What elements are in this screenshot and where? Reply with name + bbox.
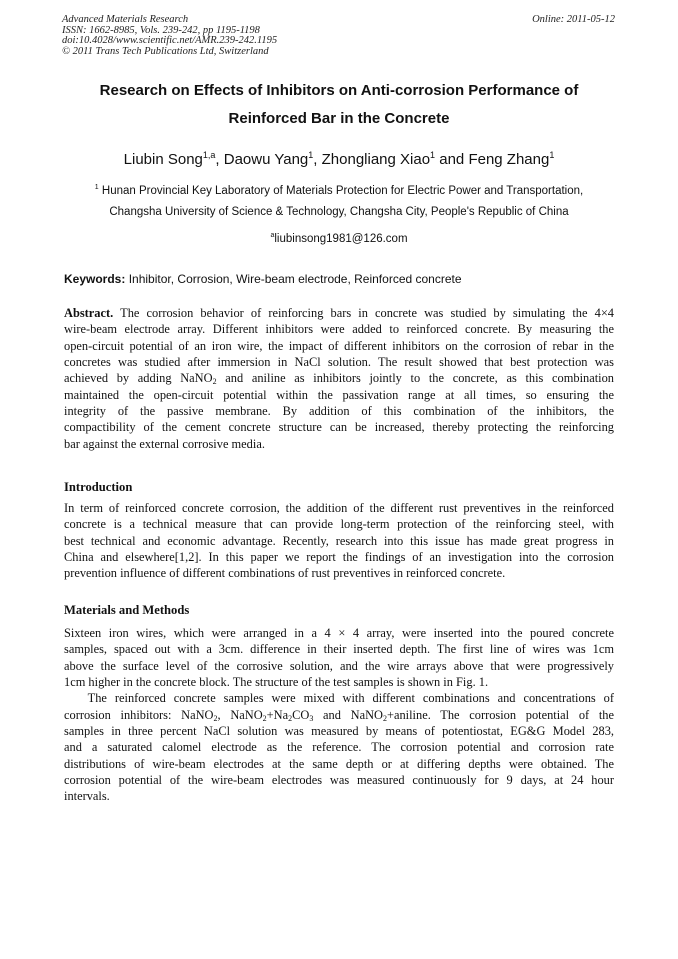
author-affil-sup: 1,a xyxy=(202,150,216,160)
paper-title-line-2: Reinforced Bar in the Concrete xyxy=(228,110,450,127)
paper-title-line-1: Research on Effects of Inhibitors on Anti-corrosion Performance of xyxy=(99,82,579,99)
author-name: Zhongliang Xiao xyxy=(321,151,431,168)
author-name: Feng Zhang xyxy=(468,151,550,168)
keywords xyxy=(64,272,462,286)
doi-line: doi:10.4028/www.scientific.net/AMR.239-242.1195 xyxy=(62,35,278,46)
author-list: Liubin Song$^{1,a}$, Daowu Yang$^1$, Zhongliang Xiao$^1$ and Feng Zhang$^1$ xyxy=(123,150,555,168)
introduction-heading: Introduction xyxy=(64,480,133,494)
abstract: Abstract. The corrosion behavior of reinforcing bars in concrete was studied by simulating the 4×4 wire-beam electrode array. Different inhibitors were added to reinforced concrete. By measuring the open-circuit potential of an iron wire, the impact of different inhibitors on the corrosion of rebar in the concretes was studied after immersion in NaCl solution. The result showed that best protection was achieved by adding NaNO$_2$ and aniline as inhibitors jointly to the concrete, as this combination maintained the open-circuit potential within the passivation range at all times, so ensuring the integrity of the passive membrane. By addition of this combination of the inhibitors, the compactibility of the cement concrete structure can be increased, thereby protecting the reinforcing bar against the external corrosive media. xyxy=(64,306,614,451)
author-email: $^a$liubinsong1981@126.com xyxy=(270,232,408,245)
author-affil-sup: 1 xyxy=(549,150,555,160)
online-date: Online: 2011-05-12 xyxy=(532,14,615,25)
affiliation-line-1: $^1$ Hunan Provincial Key Laboratory of Materials Protection for Electric Power and Transportation, xyxy=(94,184,584,197)
author-affil-sup: 1 xyxy=(430,150,436,160)
methods-heading: Materials and Methods xyxy=(64,603,190,617)
affiliation-line-2: Changsha University of Science & Technology, Changsha City, People's Republic of China xyxy=(109,206,569,218)
keywords-label: Keywords: xyxy=(64,272,126,286)
abstract-label: Abstract. xyxy=(64,306,114,320)
author-affil-sup: 1 xyxy=(308,150,314,160)
running-header xyxy=(62,15,277,57)
issn-line: ISSN: 1662-8985, Vols. 239-242, pp 1195-1198 xyxy=(62,24,260,36)
introduction-body: In term of reinforced concrete corrosion, the addition of the different rust preventives in the reinforced concrete is a technical measure that can provide long-term protection of the reinforcing steel, with best technical and economic advantage. Recently, research into this issue has made great progress in China and elsewhere[1,2]. In this paper we report the findings of an investigation into the corrosion prevention influence of different combinations of rust preventives in reinforced concrete. xyxy=(64,501,614,581)
keywords-text: Inhibitor, Corrosion, Wire-beam electrode, Reinforced concrete xyxy=(128,272,462,286)
methods-body: Sixteen iron wires, which were arranged in a 4 × 4 array, were inserted into the poured concrete samples, spaced out with a 3cm. difference in their inserted depth. The first line of wires was 1cm above the surface level of the corrosive solution, and the wire arrays above that were progressively 1cm higher in the concrete block. The structure of the test samples is shown in Fig. 1. The reinforced concrete samples were mixed with different combinations and concentrations of corrosion inhibitors: NaNO$_2$, $NaNO_2+Na_2CO_3$ and NaNO$_2$+aniline. The corrosion potential of the samples in three percent NaCl solution was measured by means of potentiostat, EG&G Model 283, and a saturated calomel electrode as the reference. The corrosion potential and corrosion rate distributions of wire-beam electrodes at the same depth or at differing depths were obtained. The corrosion potential of the wire-beam electrodes was measured continuously for 9 days, at 24 hour intervals. xyxy=(64,626,614,804)
author-name: Daowu Yang xyxy=(223,151,309,168)
copyright-line: © 2011 Trans Tech Publications Ltd, Switzerland xyxy=(62,45,269,57)
journal-name: Advanced Materials Research xyxy=(62,14,189,25)
author-name: Liubin Song xyxy=(123,151,203,168)
